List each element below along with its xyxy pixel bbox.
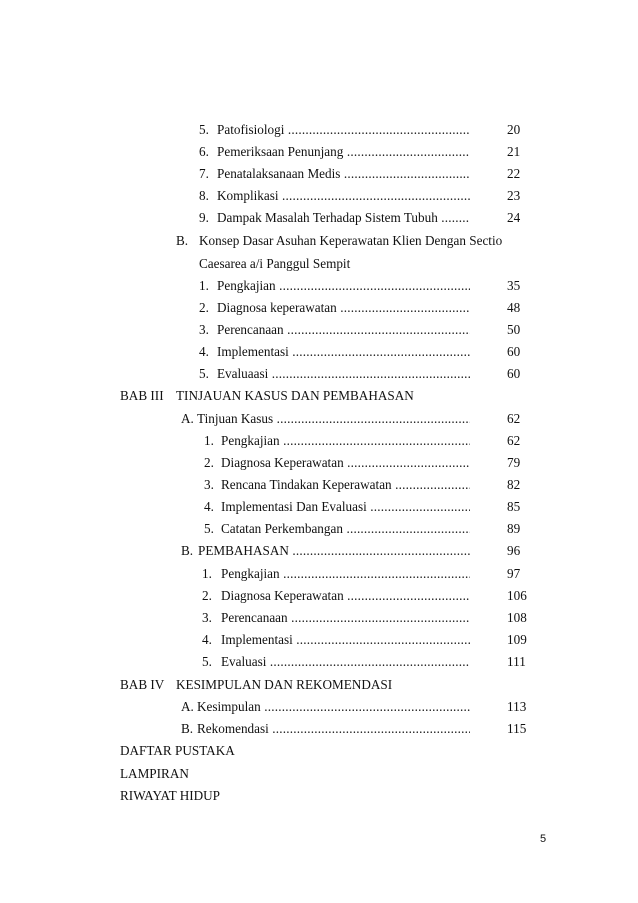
entry-number: 5.: [199, 366, 209, 381]
toc-section-entry: [0, 718, 638, 740]
toc-entry: [0, 297, 638, 319]
toc-section-heading-continued: [0, 253, 638, 275]
entry-label: Implementasi .....: [217, 341, 470, 363]
section-label: Kesimpulan .....: [197, 696, 470, 718]
entry-number: 7.: [199, 166, 209, 181]
toc-entry: [0, 563, 638, 585]
entry-page: 113: [507, 699, 527, 714]
entry-number: 1.: [199, 278, 209, 293]
section-letter: B.: [176, 233, 189, 248]
entry-label: Dampak Masalah Terhadap Sistem Tubuh .....: [217, 207, 470, 229]
entry-page: 111: [507, 654, 526, 669]
entry-page: 23: [507, 188, 521, 203]
toc-section-entry: [0, 696, 638, 718]
toc-entry: [0, 207, 638, 229]
entry-number: 1.: [202, 566, 212, 581]
entry-number: 4.: [204, 499, 214, 514]
entry-number: 5.: [204, 521, 214, 536]
toc-entry: [0, 585, 638, 607]
entry-label: Patofisiologi .....: [217, 119, 470, 141]
entry-page: 21: [507, 144, 521, 159]
entry-page: 85: [507, 499, 521, 514]
entry-number: 4.: [199, 344, 209, 359]
entry-page: 60: [507, 366, 521, 381]
entry-label: Evaluaasi .....: [217, 363, 470, 385]
toc-entry: [0, 518, 638, 540]
section-label: PEMBAHASAN .....: [198, 540, 470, 562]
toc-entry: [0, 119, 638, 141]
entry-page: 79: [507, 455, 521, 470]
entry-label: Perencanaan .....: [221, 607, 470, 629]
entry-label: Implementasi .....: [221, 629, 470, 651]
entry-number: 2.: [202, 588, 212, 603]
entry-label: Diagnosa Keperawatan .....: [221, 452, 470, 474]
toc-chapter-heading: [0, 385, 638, 407]
entry-label: Pemeriksaan Penunjang .....: [217, 141, 470, 163]
entry-label: Diagnosa Keperawatan .....: [221, 585, 470, 607]
chapter-title: TINJAUAN KASUS DAN PEMBAHASAN: [176, 388, 414, 403]
section-letter: A.: [181, 411, 194, 426]
entry-page: 97: [507, 566, 521, 581]
entry-number: 4.: [202, 632, 212, 647]
entry-number: 3.: [202, 610, 212, 625]
toc-chapter-heading: [0, 674, 638, 696]
entry-page: 20: [507, 122, 521, 137]
chapter-title: KESIMPULAN DAN REKOMENDASI: [176, 677, 393, 692]
entry-page: 24: [507, 210, 521, 225]
toc-entry: [0, 363, 638, 385]
toc-entry: [0, 496, 638, 518]
toc-entry: [0, 629, 638, 651]
chapter-number: BAB III: [120, 388, 164, 403]
toc-entry: [0, 275, 638, 297]
toc-entry: [0, 319, 638, 341]
toc-section-entry: [0, 540, 638, 562]
section-label: Tinjuan Kasus .....: [197, 408, 470, 430]
entry-page: 48: [507, 300, 521, 315]
section-letter: A.: [181, 699, 194, 714]
entry-page: 35: [507, 278, 521, 293]
entry-number: 8.: [199, 188, 209, 203]
entry-number: 9.: [199, 210, 209, 225]
chapter-number: BAB IV: [120, 677, 165, 692]
entry-page: 89: [507, 521, 521, 536]
entry-page: 22: [507, 166, 521, 181]
entry-page: 60: [507, 344, 521, 359]
toc-entry: [0, 341, 638, 363]
back-matter-label: RIWAYAT HIDUP: [120, 788, 221, 803]
toc-entry: [0, 474, 638, 496]
entry-label: Komplikasi .....: [217, 185, 470, 207]
back-matter-label: LAMPIRAN: [120, 766, 189, 781]
entry-number: 5.: [202, 654, 212, 669]
entry-number: 2.: [204, 455, 214, 470]
entry-number: 6.: [199, 144, 209, 159]
entry-number: 5.: [199, 122, 209, 137]
toc-entry: [0, 430, 638, 452]
toc-entry: [0, 452, 638, 474]
page-number: 5: [540, 833, 547, 845]
entry-label: Penatalaksanaan Medis .....: [217, 163, 470, 185]
entry-page: 62: [507, 433, 521, 448]
entry-page: 82: [507, 477, 521, 492]
toc-back-matter: [0, 785, 638, 807]
entry-number: 2.: [199, 300, 209, 315]
section-title: Konsep Dasar Asuhan Keperawatan Klien Dengan Sectio: [199, 233, 503, 248]
entry-number: 3.: [204, 477, 214, 492]
toc-entry: [0, 163, 638, 185]
entry-label: Pengkajian .....: [221, 430, 470, 452]
section-label: Rekomendasi .....: [197, 718, 470, 740]
toc-entry: [0, 185, 638, 207]
section-title-continued: Caesarea a/i Panggul Sempit: [199, 256, 351, 271]
entry-page: 106: [507, 588, 527, 603]
entry-page: 108: [507, 610, 527, 625]
toc-entry: [0, 607, 638, 629]
entry-label: Pengkajian .....: [221, 563, 470, 585]
entry-label: Catatan Perkembangan .....: [221, 518, 470, 540]
entry-label: Implementasi Dan Evaluasi .....: [221, 496, 470, 518]
entry-label: Pengkajian .....: [217, 275, 470, 297]
entry-number: 1.: [204, 433, 214, 448]
toc-entry: [0, 651, 638, 673]
entry-page: 96: [507, 543, 521, 558]
back-matter-label: DAFTAR PUSTAKA: [120, 743, 235, 758]
entry-label: Perencanaan .....: [217, 319, 470, 341]
entry-label: Rencana Tindakan Keperawatan .....: [221, 474, 470, 496]
entry-page: 109: [507, 632, 527, 647]
section-letter: B.: [181, 543, 194, 558]
entry-page: 62: [507, 411, 521, 426]
entry-label: Evaluasi .....: [221, 651, 470, 673]
entry-page: 115: [507, 721, 527, 736]
entry-label: Diagnosa keperawatan .....: [217, 297, 470, 319]
section-letter: B.: [181, 721, 194, 736]
toc-section-heading: [0, 230, 638, 252]
entry-number: 3.: [199, 322, 209, 337]
toc-entry: [0, 141, 638, 163]
entry-page: 50: [507, 322, 521, 337]
toc-back-matter: [0, 763, 638, 785]
toc-section-entry: [0, 408, 638, 430]
toc-back-matter: [0, 740, 638, 762]
